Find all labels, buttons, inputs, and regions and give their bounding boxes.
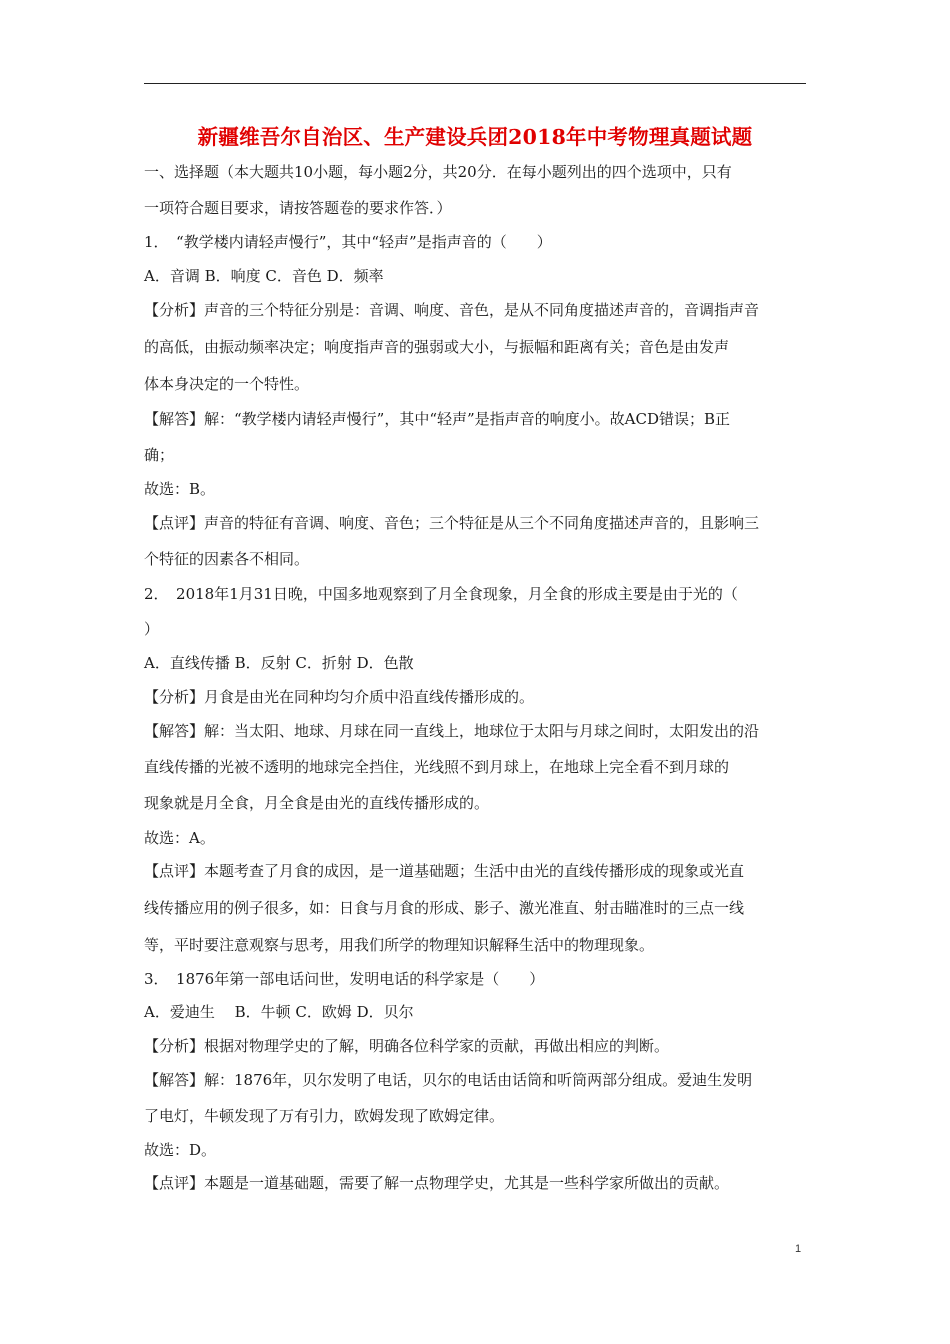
page-title: 新疆维吾尔自治区、生产建设兵团2018年中考物理真题试题 xyxy=(197,125,753,149)
text-line: 的高低，由振动频率决定；响度指声音的强弱或大小，与振幅和距离有关；音色是由发声 xyxy=(144,338,730,356)
text-line: 现象就是月全食，月全食是由光的直线传播形成的。 xyxy=(144,794,490,812)
page-number: 1 xyxy=(795,1243,802,1255)
text-line: 等，平时要注意观察与思考，用我们所学的物理知识解释生活中的物理现象。 xyxy=(144,936,655,954)
question-3-options: A．爱迪生 B．牛顿 C．欧姆 D．贝尔 xyxy=(144,1003,414,1021)
question-2-choice: 故选：A。 xyxy=(144,829,215,847)
question-2-comment: 【点评】本题考查了月食的成因，是一道基础题；生活中由光的直线传播形成的现象或光直 xyxy=(144,862,745,880)
question-3-answer: 【解答】解：1876年，贝尔发明了电话，贝尔的电话由话筒和听筒两部分组成。爱迪生发明 xyxy=(144,1071,753,1089)
text-line: 体本身决定的一个特性。 xyxy=(144,375,310,393)
question-2-stem: 2． 2018年1月31日晚，中国多地观察到了月全食现象，月全食的形成主要是由于光的（ xyxy=(144,585,738,603)
text-line: 一项符合题目要求，请按答题卷的要求作答．） xyxy=(144,199,452,217)
text-line: 了电灯，牛顿发现了万有引力，欧姆发现了欧姆定律。 xyxy=(144,1107,505,1125)
question-2-options: A．直线传播 B．反射 C．折射 D．色散 xyxy=(144,654,414,672)
question-3-stem: 3． 1876年第一部电话问世，发明电话的科学家是（ ） xyxy=(144,970,545,988)
question-1-choice: 故选：B。 xyxy=(144,480,216,498)
question-1-options: A．音调 B．响度 C．音色 D．频率 xyxy=(144,267,384,285)
question-1-analysis: 【分析】声音的三个特征分别是：音调、响度、音色，是从不同角度描述声音的，音调指声音 xyxy=(144,301,760,319)
text-line: ） xyxy=(144,620,160,638)
question-2-answer: 【解答】解：当太阳、地球、月球在同一直线上，地球位于太阳与月球之间时，太阳发出的沿 xyxy=(144,722,760,740)
question-1-comment: 【点评】声音的特征有音调、响度、音色；三个特征是从三个不同角度描述声音的，且影响三 xyxy=(144,514,760,532)
header-rule xyxy=(144,83,806,84)
question-1-answer: 【解答】解：“教学楼内请轻声慢行”，其中“轻声”是指声音的响度小。故ACD错误；B正 xyxy=(144,410,731,428)
question-3-analysis: 【分析】根据对物理学史的了解，明确各位科学家的贡献，再做出相应的判断。 xyxy=(144,1037,670,1055)
text-line: 线传播应用的例子很多，如：日食与月食的形成、影子、激光准直、射击瞄准时的三点一线 xyxy=(144,899,745,917)
question-3-choice: 故选：D。 xyxy=(144,1141,217,1159)
question-1-stem: 1． “教学楼内请轻声慢行”，其中“轻声”是指声音的（ ） xyxy=(144,233,552,251)
text-line: 确； xyxy=(144,446,175,464)
question-3-comment: 【点评】本题是一道基础题，需要了解一点物理学史，尤其是一些科学家所做出的贡献。 xyxy=(144,1174,730,1192)
text-line: 直线传播的光被不透明的地球完全挡住，光线照不到月球上，在地球上完全看不到月球的 xyxy=(144,758,730,776)
text-line: 个特征的因素各不相同。 xyxy=(144,550,310,568)
question-2-analysis: 【分析】月食是由光在同种均匀介质中沿直线传播形成的。 xyxy=(144,688,535,706)
text-line: 一、选择题（本大题共10小题，每小题2分，共20分．在每小题列出的四个选项中，只有 xyxy=(144,163,732,181)
